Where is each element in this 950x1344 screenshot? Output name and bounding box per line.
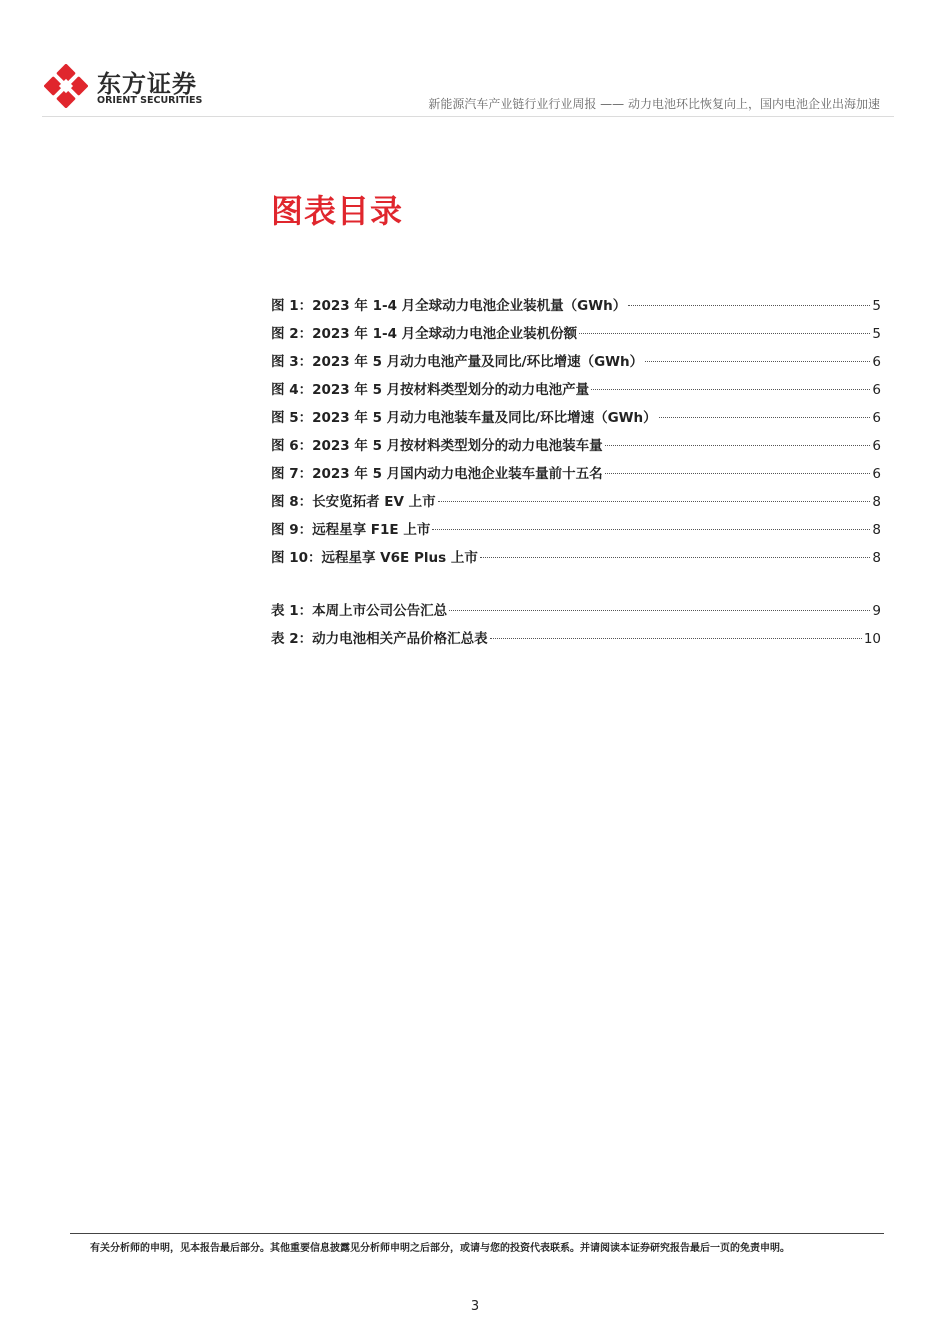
logo-name-en: ORIENT SECURITIES xyxy=(97,95,203,106)
toc-entry-page: 9 xyxy=(872,603,881,619)
dot-leader xyxy=(438,501,871,502)
toc-entry-page: 6 xyxy=(872,438,881,454)
toc-entry-label: 表 1：本周上市公司公告汇总 xyxy=(271,603,448,619)
dot-leader xyxy=(579,333,870,334)
toc-entry-label: 图 6：2023 年 5 月按材料类型划分的动力电池装车量 xyxy=(271,438,603,454)
toc-entry-label: 图 1：2023 年 1-4 月全球动力电池企业装机量（GWh） xyxy=(271,298,627,314)
toc-entry-table-1[interactable] xyxy=(271,601,881,629)
dot-leader xyxy=(645,361,870,362)
toc-entry-figure-2[interactable] xyxy=(271,324,881,352)
toc-entry-figure-5[interactable] xyxy=(271,408,881,436)
toc-entry-label: 图 2：2023 年 1-4 月全球动力电池企业装机份额 xyxy=(271,326,578,342)
toc-entry-label: 图 5：2023 年 5 月动力电池装车量及同比/环比增速（GWh） xyxy=(271,410,657,426)
toc-entry-page: 8 xyxy=(872,522,881,538)
dot-leader xyxy=(605,445,871,446)
footer-divider xyxy=(70,1233,884,1234)
toc-entry-label: 图 3：2023 年 5 月动力电池产量及同比/环比增速（GWh） xyxy=(271,354,644,370)
toc-entry-figure-3[interactable] xyxy=(271,352,881,380)
page-number: 3 xyxy=(470,1299,480,1314)
toc-entry-label: 图 8：长安览拓者 EV 上市 xyxy=(271,494,436,510)
toc-entry-figure-6[interactable] xyxy=(271,436,881,464)
company-logo xyxy=(44,64,214,110)
toc-entry-label: 表 2：动力电池相关产品价格汇总表 xyxy=(271,631,488,647)
toc-entry-figure-8[interactable] xyxy=(271,492,881,520)
toc-entry-label: 图 4：2023 年 5 月按材料类型划分的动力电池产量 xyxy=(271,382,590,398)
dot-leader xyxy=(591,389,870,390)
toc-entry-page: 8 xyxy=(872,550,881,566)
header-divider xyxy=(42,116,894,117)
dot-leader xyxy=(659,417,871,418)
toc-entry-page: 6 xyxy=(872,354,881,370)
dot-leader xyxy=(432,529,870,530)
logo-name-cn: 东方证券 xyxy=(97,70,197,98)
toc-entry-page: 10 xyxy=(863,631,881,647)
toc-entry-page: 6 xyxy=(872,410,881,426)
toc-entry-table-2[interactable] xyxy=(271,629,881,657)
table-list xyxy=(271,601,881,657)
toc-entry-page: 8 xyxy=(872,494,881,510)
toc-entry-figure-1[interactable] xyxy=(271,296,881,324)
toc-entry-label: 图 10：远程星享 V6E Plus 上市 xyxy=(271,550,478,566)
figure-list xyxy=(271,296,881,576)
toc-entry-figure-7[interactable] xyxy=(271,464,881,492)
dot-leader xyxy=(480,557,871,558)
dot-leader xyxy=(605,473,871,474)
toc-entry-page: 6 xyxy=(872,382,881,398)
toc-entry-label: 图 9：远程星享 F1E 上市 xyxy=(271,522,431,538)
toc-entry-figure-10[interactable] xyxy=(271,548,881,576)
toc-entry-page: 6 xyxy=(872,466,881,482)
dot-leader xyxy=(449,610,870,611)
dot-leader xyxy=(628,305,870,306)
toc-entry-figure-9[interactable] xyxy=(271,520,881,548)
orient-securities-logo-icon xyxy=(44,64,88,108)
toc-title: 图表目录 xyxy=(271,192,404,230)
footer-disclaimer: 有关分析师的申明，见本报告最后部分。其他重要信息披露见分析师申明之后部分，或请与您的投资代表联系。并请阅读本证券研究报告最后一页的免责申明。 xyxy=(90,1243,790,1254)
toc-entry-page: 5 xyxy=(872,298,881,314)
toc-entry-figure-4[interactable] xyxy=(271,380,881,408)
toc-entry-label: 图 7：2023 年 5 月国内动力电池企业装车量前十五名 xyxy=(271,466,603,482)
report-title: 新能源汽车产业链行业行业周报 —— 动力电池环比恢复向上，国内电池企业出海加速 xyxy=(428,97,880,111)
toc-entry-page: 5 xyxy=(872,326,881,342)
dot-leader xyxy=(490,638,862,639)
